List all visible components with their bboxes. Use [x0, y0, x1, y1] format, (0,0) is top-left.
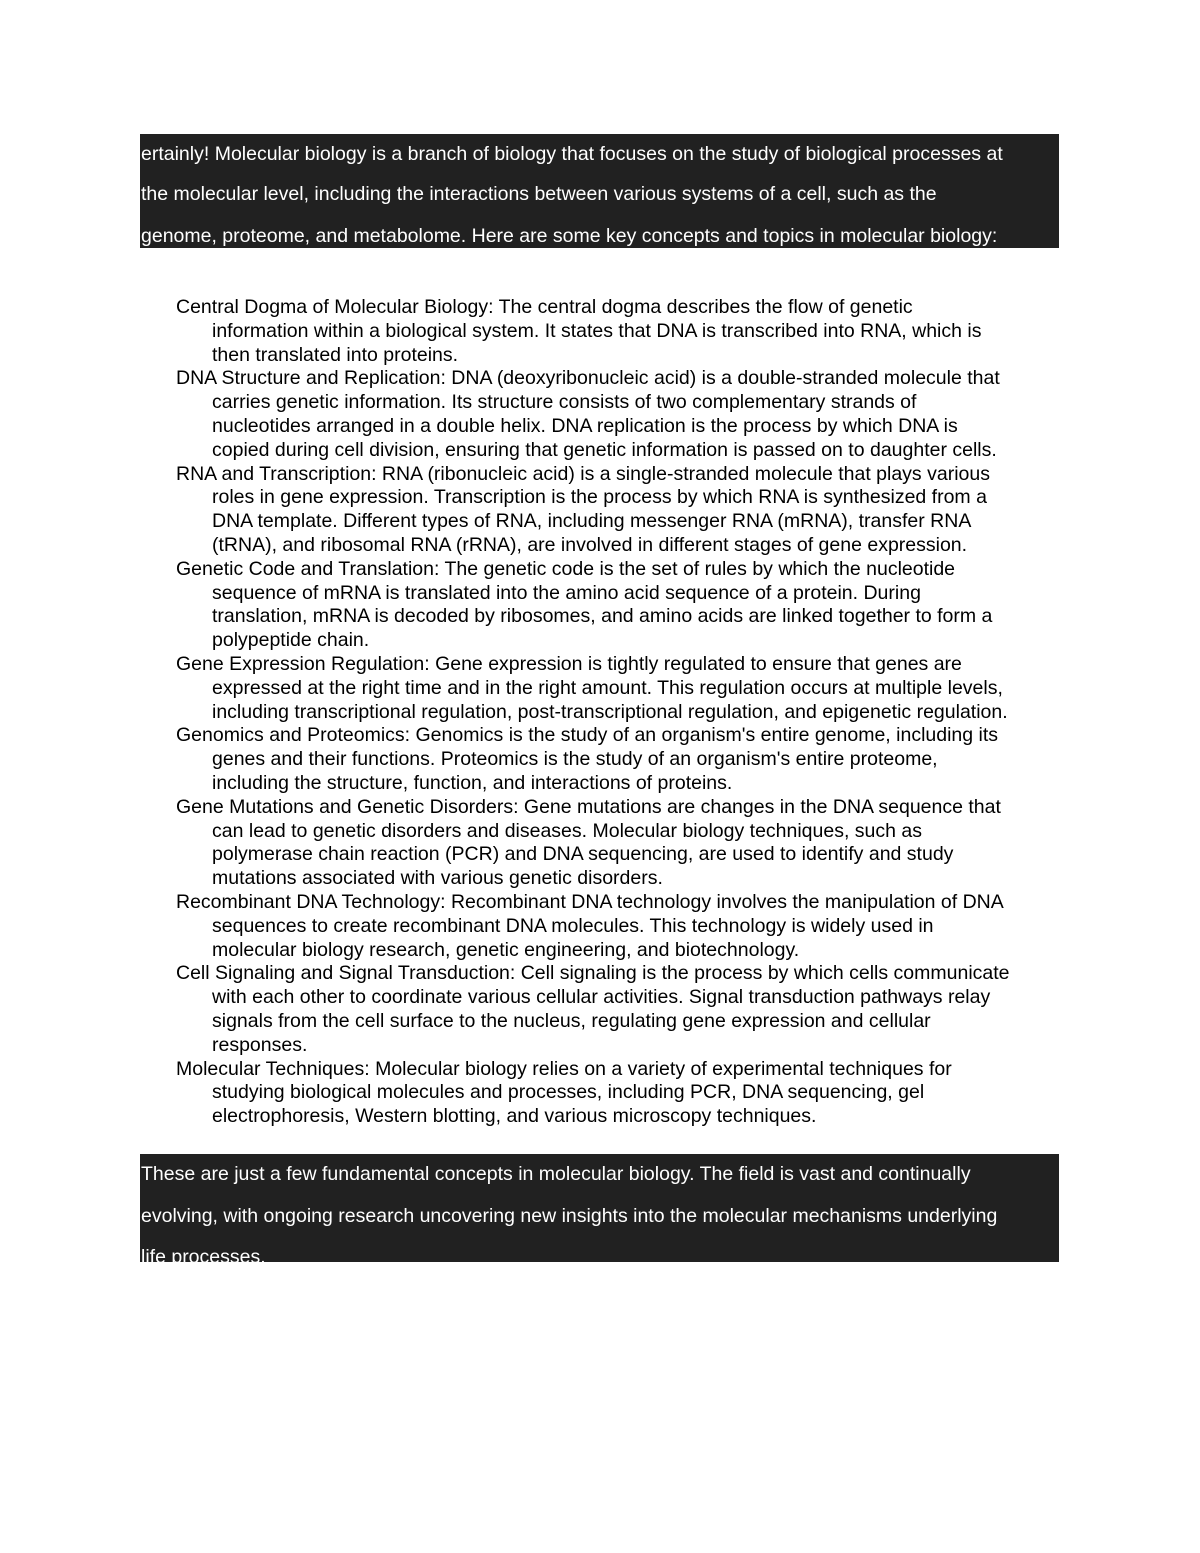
intro-line: ertainly! Molecular biology is a branch of biology that focuses on the study of biological processes at — [141, 143, 1003, 165]
concept-item — [176, 653, 1076, 724]
concept-item-line: including the structure, function, and interactions of proteins. — [212, 771, 733, 794]
intro-paragraph — [140, 134, 1059, 248]
concept-item-line: carries genetic information. Its structure consists of two complementary strands of — [212, 391, 917, 414]
concept-item-heading-line: Genomics and Proteomics: Genomics is the study of an organism's entire genome, including its — [176, 724, 999, 747]
concept-item — [176, 463, 1076, 558]
concept-item-line: mutations associated with various genetic disorders. — [212, 867, 663, 890]
outro-line: life processes. — [141, 1246, 266, 1268]
concept-item-line: DNA template. Different types of RNA, including messenger RNA (mRNA), transfer RNA — [212, 510, 972, 533]
outro-line: evolving, with ongoing research uncovering new insights into the molecular mechanisms underlying — [141, 1204, 998, 1227]
concept-item-line: copied during cell division, ensuring that genetic information is passed on to daughter cells. — [212, 438, 997, 461]
concept-item-line: responses. — [212, 1033, 308, 1056]
concept-item-line: translation, mRNA is decoded by ribosomes, and amino acids are linked together to form a — [212, 605, 993, 628]
concept-item-line: nucleotides arranged in a double helix. DNA replication is the process by which DNA is — [212, 414, 958, 437]
outro-line: These are just a few fundamental concepts in molecular biology. The field is vast and continually — [141, 1163, 971, 1185]
concept-item-line: molecular biology research, genetic engineering, and biotechnology. — [212, 938, 800, 961]
concept-item-line: sequence of mRNA is translated into the amino acid sequence of a protein. During — [212, 581, 921, 604]
concept-item-line: electrophoresis, Western blotting, and various microscopy techniques. — [212, 1105, 817, 1128]
concept-item-heading-line: DNA Structure and Replication: DNA (deoxyribonucleic acid) is a double-stranded molecule that — [176, 367, 1000, 390]
concept-item-line: polymerase chain reaction (PCR) and DNA sequencing, are used to identify and study — [212, 843, 954, 866]
concept-item — [176, 367, 1076, 462]
concept-item-heading-line: Gene Mutations and Genetic Disorders: Gene mutations are changes in the DNA sequence that — [176, 795, 1001, 818]
concept-item-line: studying biological molecules and processes, including PCR, DNA sequencing, gel — [212, 1081, 925, 1104]
concept-item — [176, 296, 1076, 367]
concept-item — [176, 558, 1076, 653]
concept-item-line: signals from the cell surface to the nucleus, regulating gene expression and cellular — [212, 1009, 931, 1032]
concept-item-line: information within a biological system. It states that DNA is transcribed into RNA, which is — [212, 319, 982, 342]
outro-paragraph — [140, 1154, 1059, 1268]
concept-item — [176, 796, 1076, 891]
concept-item-line: with each other to coordinate various cellular activities. Signal transduction pathways relay — [212, 986, 991, 1009]
concept-item-heading-line: Recombinant DNA Technology: Recombinant DNA technology involves the manipulation of DNA — [176, 890, 1004, 913]
concept-item-heading-line: Molecular Techniques: Molecular biology relies on a variety of experimental techniques for — [176, 1057, 952, 1080]
concept-list — [176, 296, 1076, 1129]
concept-item-line: genes and their functions. Proteomics is the study of an organism's entire proteome, — [212, 748, 938, 771]
concept-item-line: can lead to genetic disorders and diseases. Molecular biology techniques, such as — [212, 819, 923, 842]
concept-item — [176, 891, 1076, 962]
concept-item-line: roles in gene expression. Transcription is the process by which RNA is synthesized from a — [212, 486, 987, 509]
concept-item — [176, 724, 1076, 795]
concept-item-heading-line: Cell Signaling and Signal Transduction: Cell signaling is the process by which cells communicate — [176, 962, 1010, 985]
concept-item-line: sequences to create recombinant DNA molecules. This technology is widely used in — [212, 914, 934, 937]
intro-line: genome, proteome, and metabolome. Here are some key concepts and topics in molecular biology: — [141, 224, 998, 247]
concept-item-line: then translated into proteins. — [212, 343, 459, 366]
concept-item-line: polypeptide chain. — [212, 629, 370, 652]
concept-item-heading-line: Genetic Code and Translation: The genetic code is the set of rules by which the nucleotide — [176, 557, 956, 580]
concept-item-line: (tRNA), and ribosomal RNA (rRNA), are involved in different stages of gene expression. — [212, 533, 968, 556]
concept-item-line: expressed at the right time and in the right amount. This regulation occurs at multiple levels, — [212, 676, 1003, 699]
concept-item-line: including transcriptional regulation, post-transcriptional regulation, and epigenetic regulation. — [212, 700, 1008, 723]
concept-item — [176, 962, 1076, 1057]
intro-line: the molecular level, including the interactions between various systems of a cell, such as the — [141, 183, 937, 205]
concept-item-heading-line: Central Dogma of Molecular Biology: The central dogma describes the flow of genetic — [176, 296, 913, 318]
concept-item — [176, 1058, 1076, 1129]
concept-item-heading-line: RNA and Transcription: RNA (ribonucleic acid) is a single-stranded molecule that plays various — [176, 462, 990, 485]
concept-item-heading-line: Gene Expression Regulation: Gene expression is tightly regulated to ensure that genes are — [176, 652, 962, 675]
